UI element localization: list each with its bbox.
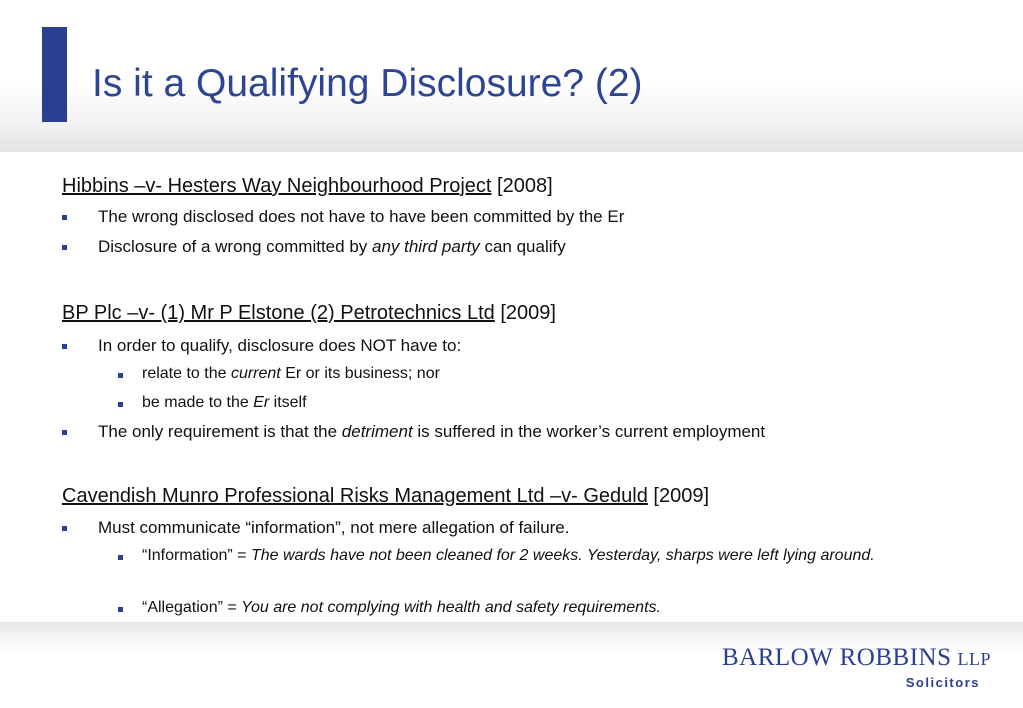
bullet-text: itself [269,394,307,411]
bullet-text: relate to the [142,365,231,382]
case-name: BP Plc –v- (1) Mr P Elstone (2) Petrotechnics Ltd [62,302,495,324]
sub-bullet-item [142,392,307,414]
slide-title: Is it a Qualifying Disclosure? (2) [92,62,643,105]
case-heading-cavendish [62,484,709,508]
case-heading-bp [62,301,556,325]
bullet-marker [62,430,67,435]
bullet-marker [62,526,67,531]
case-heading-hibbins [62,174,553,198]
bullet-marker [62,344,67,349]
firm-logo [722,644,1002,694]
bullet-text: “Allegation” = [142,599,242,616]
bullet-emphasis: Er [253,394,270,411]
bullet-text: Must communicate “information”, not mere allegation of failure. [98,518,570,537]
logo-name: BARLOW ROBBINS [722,644,952,671]
bullet-text: can qualify [479,237,566,256]
bullet-marker [62,215,67,220]
sub-bullet-item [142,597,661,619]
bullet-item [98,421,765,443]
bullet-item [98,206,624,228]
bullet-text: The only requirement is that the [98,422,342,441]
sub-bullet-marker [118,555,123,560]
bullet-item [98,236,566,258]
title-accent-bar [42,27,67,122]
logo-suffix: LLP [957,649,992,669]
sub-bullet-marker [118,402,123,407]
bullet-text: In order to qualify, disclosure does NOT have to: [98,336,462,355]
logo-wordmark [722,644,991,672]
bullet-text: is suffered in the worker’s current employment [412,422,766,441]
case-year: [2009] [500,302,556,324]
case-name: Hibbins –v- Hesters Way Neighbourhood Project [62,175,492,197]
bullet-text: Disclosure of a wrong committed by [98,237,372,256]
bullet-emphasis: You are not complying with health and safety requirements. [241,599,661,616]
bullet-text: be made to the [142,394,254,411]
bullet-text: Er or its business; nor [280,365,440,382]
bullet-text: “Information” = [142,547,251,564]
slide-content [62,152,982,624]
sub-bullet-item [142,545,942,567]
sub-bullet-marker [118,373,123,378]
sub-bullet-item [142,363,440,385]
sub-bullet-marker [118,607,123,612]
bullet-emphasis: The wards have not been cleaned for 2 weeks. Yesterday, sharps were left lying around. [250,547,875,564]
bullet-marker [62,245,67,250]
logo-tagline: Solicitors [905,675,980,690]
case-year: [2008] [497,175,553,197]
case-name: Cavendish Munro Professional Risks Management Ltd –v- Geduld [62,485,648,507]
bullet-item [98,517,569,539]
bullet-text: The wrong disclosed does not have to have been committed by the Er [98,207,625,226]
bullet-item [98,335,461,357]
case-year: [2009] [653,485,710,507]
bullet-emphasis: any third party [372,237,480,256]
bullet-emphasis: current [230,365,281,382]
bullet-emphasis: detriment [341,422,413,441]
